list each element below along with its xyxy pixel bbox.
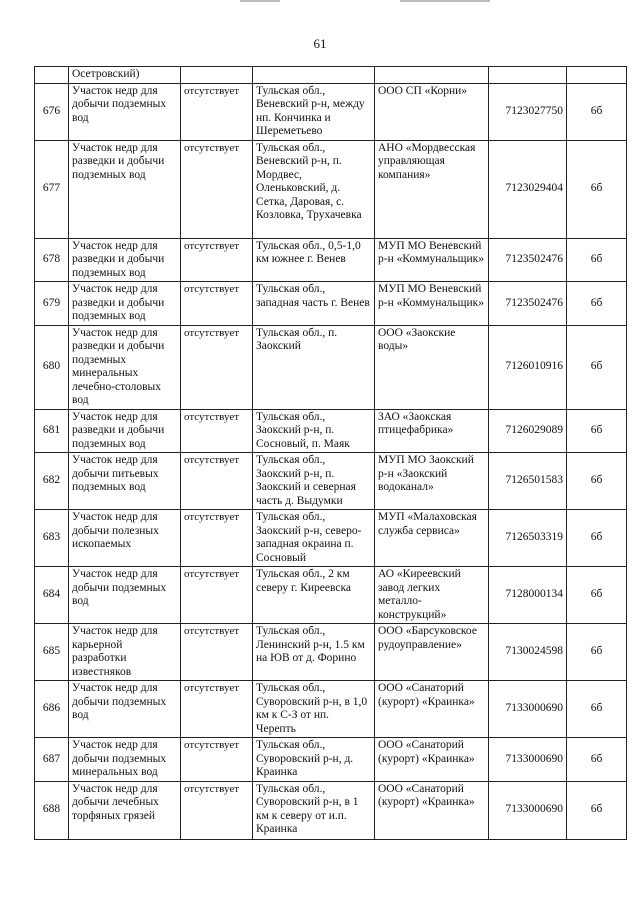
cell-inn: 7123502476 bbox=[489, 238, 567, 282]
cell-inn: 7133000690 bbox=[489, 681, 567, 738]
cell-status: отсутствует bbox=[181, 282, 253, 326]
cell-num: 682 bbox=[35, 453, 69, 510]
cell-location: Тульская обл., 0,5-1,0 км южнее г. Венев bbox=[253, 238, 375, 282]
cell-name: Участок недр для добычи полезных ископаемых bbox=[69, 510, 181, 567]
cell-user: ООО «Санаторий (курорт) «Краинка» bbox=[375, 681, 489, 738]
cell-category: 6б bbox=[567, 83, 627, 140]
table-row bbox=[35, 83, 627, 140]
cell-inn: 7123027750 bbox=[489, 83, 567, 140]
cell-name: Участок недр для разведки и добычи подземных минеральных лечебно-столовых вод bbox=[69, 325, 181, 409]
cell-user: ООО «Санаторий (курорт) «Краинка» bbox=[375, 738, 489, 782]
table-row bbox=[35, 453, 627, 510]
cell-category: 6б bbox=[567, 325, 627, 409]
table-row bbox=[35, 238, 627, 282]
cell-location bbox=[253, 67, 375, 84]
cell-user: ООО «Заокские воды» bbox=[375, 325, 489, 409]
cell-name: Участок недр для добычи подземных вод bbox=[69, 681, 181, 738]
scan-edge-mark bbox=[400, 0, 490, 2]
cell-inn: 7133000690 bbox=[489, 781, 567, 839]
cell-num: 683 bbox=[35, 510, 69, 567]
cell-name: Участок недр для разведки и добычи подземных вод bbox=[69, 409, 181, 453]
cell-status: отсутствует bbox=[181, 409, 253, 453]
cell-user: ООО «Барсуковское рудоуправление» bbox=[375, 624, 489, 681]
cell-num: 685 bbox=[35, 624, 69, 681]
cell-location: Тульская обл., 2 км северу г. Киреевска bbox=[253, 567, 375, 624]
cell-name: Участок недр для разведки и добычи подземных вод bbox=[69, 282, 181, 326]
cell-location: Тульская обл., Веневский р-н, п. Мордвес, Оленьковский, д. Сетка, Даровая, с. Козловка, Трухачевка bbox=[253, 140, 375, 238]
table-row bbox=[35, 282, 627, 326]
cell-user: ЗАО «Заокская птицефабрика» bbox=[375, 409, 489, 453]
cell-inn: 7123502476 bbox=[489, 282, 567, 326]
cell-location: Тульская обл., Суворовский р-н, в 1,0 км к С-З от нп. Черепть bbox=[253, 681, 375, 738]
cell-status: отсутствует bbox=[181, 624, 253, 681]
table-row bbox=[35, 510, 627, 567]
cell-num: 679 bbox=[35, 282, 69, 326]
page-number: 61 bbox=[313, 36, 327, 51]
cell-category: 6б bbox=[567, 567, 627, 624]
cell-name: Участок недр для добычи лечебных торфяных грязей bbox=[69, 781, 181, 839]
cell-inn: 7126503319 bbox=[489, 510, 567, 567]
cell-user: АО «Киреевский завод легких металло-конструкций» bbox=[375, 567, 489, 624]
cell-user: МУП МО Веневский р-н «Коммунальщик» bbox=[375, 238, 489, 282]
cell-user: МУП МО Веневский р-н «Коммунальщик» bbox=[375, 282, 489, 326]
cell-status: отсутствует bbox=[181, 453, 253, 510]
cell-num: 686 bbox=[35, 681, 69, 738]
cell-location: Тульская обл., Суворовский р-н, в 1 км к северу от и.п. Краинка bbox=[253, 781, 375, 839]
cell-user: МУП МО Заокский р-н «Заокский водоканал» bbox=[375, 453, 489, 510]
cell-num: 681 bbox=[35, 409, 69, 453]
cell-num: 680 bbox=[35, 325, 69, 409]
cell-category: 6б bbox=[567, 140, 627, 238]
cell-category: 6б bbox=[567, 453, 627, 510]
cell-status: отсутствует bbox=[181, 510, 253, 567]
cell-location: Тульская обл., Заокский р-н, п. Заокский и северная часть д. Выдумки bbox=[253, 453, 375, 510]
cell-num: 687 bbox=[35, 738, 69, 782]
cell-inn: 7133000690 bbox=[489, 738, 567, 782]
cell-category: 6б bbox=[567, 681, 627, 738]
cell-location: Тульская обл., Веневский р-н, между нп. Кончинка и Шереметьево bbox=[253, 83, 375, 140]
cell-location: Тульская обл., Суворовский р-н, д. Краинка bbox=[253, 738, 375, 782]
cell-num: 677 bbox=[35, 140, 69, 238]
cell-status: отсутствует bbox=[181, 238, 253, 282]
cell-category: 6б bbox=[567, 409, 627, 453]
cell-inn: 7126029089 bbox=[489, 409, 567, 453]
cell-status: отсутствует bbox=[181, 781, 253, 839]
cell-status: отсутствует bbox=[181, 83, 253, 140]
cell-inn: 7123029404 bbox=[489, 140, 567, 238]
cell-user: МУП «Малаховская служба сервиса» bbox=[375, 510, 489, 567]
table-row bbox=[35, 681, 627, 738]
cell-category: 6б bbox=[567, 738, 627, 782]
subsoil-registry-table bbox=[34, 66, 627, 840]
scan-edge-mark bbox=[240, 0, 280, 2]
cell-status: отсутствует bbox=[181, 325, 253, 409]
cell-category: 6б bbox=[567, 510, 627, 567]
table-row bbox=[35, 140, 627, 238]
cell-location: Тульская обл., п. Заокский bbox=[253, 325, 375, 409]
cell-num: 678 bbox=[35, 238, 69, 282]
cell-location: Тульская обл., Ленинский р-н, 1.5 км на ЮВ от д. Форино bbox=[253, 624, 375, 681]
table-row bbox=[35, 325, 627, 409]
cell-name: Участок недр для добычи подземных вод bbox=[69, 83, 181, 140]
cell-inn: 7126501583 bbox=[489, 453, 567, 510]
cell-user: ООО «Санаторий (курорт) «Краинка» bbox=[375, 781, 489, 839]
cell-name: Участок недр для добычи подземных вод bbox=[69, 567, 181, 624]
cell-category: 6б bbox=[567, 282, 627, 326]
cell-user: АНО «Мордвесская управляющая компания» bbox=[375, 140, 489, 238]
cell-num bbox=[35, 67, 69, 84]
cell-status: отсутствует bbox=[181, 140, 253, 238]
cell-num: 676 bbox=[35, 83, 69, 140]
cell-location: Тульская обл., западная часть г. Венев bbox=[253, 282, 375, 326]
cell-category: 6б bbox=[567, 781, 627, 839]
cell-name: Участок недр для добычи питьевых подземных вод bbox=[69, 453, 181, 510]
cell-name: Участок недр для разведки и добычи подземных вод bbox=[69, 140, 181, 238]
cell-location: Тульская обл., Заокский р-н, п. Сосновый, п. Маяк bbox=[253, 409, 375, 453]
cell-status: отсутствует bbox=[181, 738, 253, 782]
cell-status: отсутствует bbox=[181, 681, 253, 738]
cell-status bbox=[181, 67, 253, 84]
cell-num: 688 bbox=[35, 781, 69, 839]
cell-category bbox=[567, 67, 627, 84]
cell-category: 6б bbox=[567, 238, 627, 282]
cell-name: Участок недр для разведки и добычи подземных вод bbox=[69, 238, 181, 282]
cell-category: 6б bbox=[567, 624, 627, 681]
cell-inn: 7126010916 bbox=[489, 325, 567, 409]
table-row bbox=[35, 624, 627, 681]
cell-name: Осетровский) bbox=[69, 67, 181, 84]
cell-location: Тульская обл., Заокский р-н, северо-западная окраина п. Сосновый bbox=[253, 510, 375, 567]
cell-inn: 7128000134 bbox=[489, 567, 567, 624]
cell-name: Участок недр для карьерной разработки известняков bbox=[69, 624, 181, 681]
table-row bbox=[35, 567, 627, 624]
cell-inn: 7130024598 bbox=[489, 624, 567, 681]
table-row bbox=[35, 781, 627, 839]
table-row bbox=[35, 738, 627, 782]
cell-user: ООО СП «Корни» bbox=[375, 83, 489, 140]
cell-inn bbox=[489, 67, 567, 84]
table-row bbox=[35, 409, 627, 453]
cell-name: Участок недр для добычи подземных минеральных вод bbox=[69, 738, 181, 782]
cell-status: отсутствует bbox=[181, 567, 253, 624]
cell-user bbox=[375, 67, 489, 84]
cell-num: 684 bbox=[35, 567, 69, 624]
table-row-continued bbox=[35, 67, 627, 84]
